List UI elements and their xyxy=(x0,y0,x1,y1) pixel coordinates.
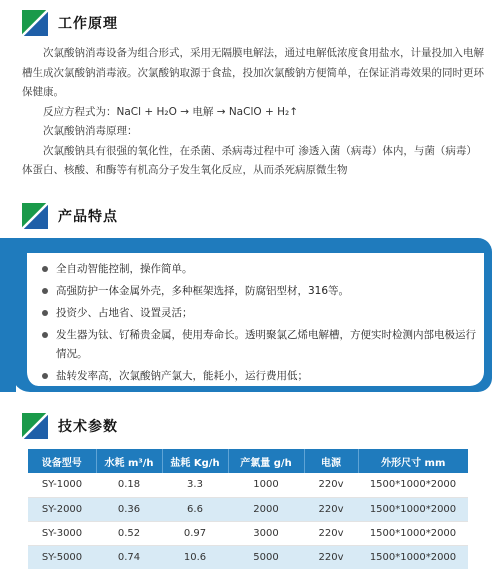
cell-salt: 0.97 xyxy=(162,521,228,545)
list-item: 投资少、占地省、设置灵活； xyxy=(40,304,480,323)
cell-power: 220v xyxy=(304,521,358,545)
column-header-salt: 盐耗 Kg/h xyxy=(162,449,228,473)
list-item: 发生器为钛、钌稀贵金属，使用寿命长。透明聚氯乙烯电解槽，方便实时检测内部电极运行情况。 xyxy=(40,326,480,364)
cell-water: 0.52 xyxy=(96,521,162,545)
cell-chlorine: 3000 xyxy=(228,521,304,545)
section-title-principle: 工作原理 xyxy=(58,16,118,32)
cell-water: 0.74 xyxy=(96,545,162,569)
cell-power: 220v xyxy=(304,473,358,497)
list-item: 全自动智能控制，操作简单。 xyxy=(40,260,480,279)
principle-text xyxy=(22,44,484,181)
principle-paragraph: 次氯酸钠消毒设备为组合形式，采用无隔膜电解法，通过电解低浓度食用盐水，计量投加入电解槽生成次氯酸钠消毒液。次氯酸钠取源于食盐，投加次氯酸钠方便简单，在保证消毒效果的同时更环保健康。 xyxy=(22,47,484,98)
principle-subheading: 次氯酸钠消毒原理： xyxy=(43,125,138,137)
bullet-dot-icon xyxy=(42,266,48,272)
table-row xyxy=(28,497,468,521)
column-header-model: 设备型号 xyxy=(28,449,96,473)
column-header-water: 水耗 m³/h xyxy=(96,449,162,473)
cell-salt: 10.6 xyxy=(162,545,228,569)
bullet-dot-icon xyxy=(42,288,48,294)
cell-chlorine: 5000 xyxy=(228,545,304,569)
list-item: 盐转发率高，次氯酸钠产氯大，能耗小，运行费用低； xyxy=(40,367,480,386)
list-item: 高强防护一体金属外壳，多种框架选择，防腐铝型材，316等。 xyxy=(40,282,480,301)
bullet-dot-icon xyxy=(42,373,48,379)
cell-chlorine: 1000 xyxy=(228,473,304,497)
table-row xyxy=(28,545,468,569)
cell-model: SY-2000 xyxy=(28,497,96,521)
section-header-specs xyxy=(22,413,118,439)
cell-model: SY-1000 xyxy=(28,473,96,497)
section-logo-icon xyxy=(22,10,48,36)
cell-water: 0.18 xyxy=(96,473,162,497)
cell-water: 0.36 xyxy=(96,497,162,521)
features-list xyxy=(40,260,480,386)
cell-salt: 6.6 xyxy=(162,497,228,521)
cell-power: 220v xyxy=(304,545,358,569)
cell-dimensions: 1500*1000*2000 xyxy=(358,497,468,521)
section-title-features: 产品特点 xyxy=(58,209,118,225)
bullet-dot-icon xyxy=(42,310,48,316)
section-header-principle xyxy=(22,10,118,36)
cell-dimensions: 1500*1000*2000 xyxy=(358,521,468,545)
principle-paragraph: 次氯酸钠具有很强的氧化性，在杀菌、杀病毒过程中可 渗透入菌（病毒）体内，与菌（病毒）体蛋白、核酸、和酶等有机高分子发生氧化反应，从而杀死病原微生物 xyxy=(22,144,477,176)
section-logo-icon xyxy=(22,203,48,229)
cell-power: 220v xyxy=(304,497,358,521)
cell-chlorine: 2000 xyxy=(228,497,304,521)
column-header-dimensions: 外形尺寸 mm xyxy=(358,449,468,473)
cell-salt: 3.3 xyxy=(162,473,228,497)
section-title-specs: 技术参数 xyxy=(58,419,118,435)
table-row xyxy=(28,521,468,545)
column-header-chlorine: 产氯量 g/h xyxy=(228,449,304,473)
section-logo-icon xyxy=(22,413,48,439)
section-header-features xyxy=(22,203,118,229)
table-row xyxy=(28,473,468,497)
reaction-equation: 反应方程式为：NaCl + H₂O → 电解 → NaClO + H₂↑ xyxy=(43,105,299,118)
spec-table xyxy=(28,449,468,569)
cell-dimensions: 1500*1000*2000 xyxy=(358,473,468,497)
cell-dimensions: 1500*1000*2000 xyxy=(358,545,468,569)
cell-model: SY-5000 xyxy=(28,545,96,569)
column-header-power: 电源 xyxy=(304,449,358,473)
cell-model: SY-3000 xyxy=(28,521,96,545)
bullet-dot-icon xyxy=(42,332,48,338)
table-header-row xyxy=(28,449,468,473)
